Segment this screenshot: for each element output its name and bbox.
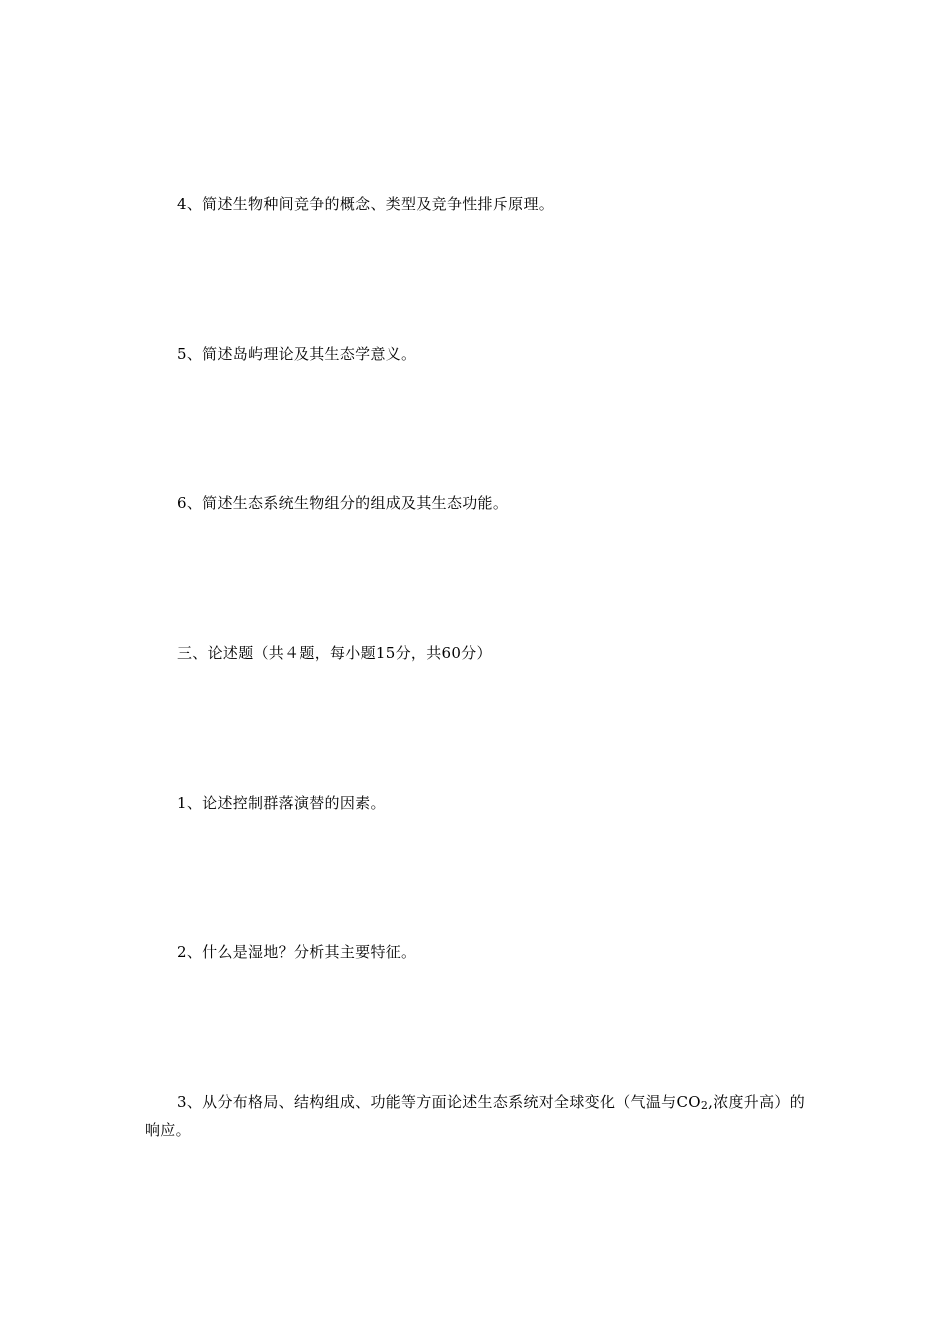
essay-question-3-text-b: ,浓度升高）的响应。 (145, 1093, 806, 1139)
essay-question-3 (145, 1090, 815, 1142)
essay-question-2: 2、什么是湿地？分析其主要特征。 (177, 943, 417, 961)
question-4: 4、简述生物种间竞争的概念、类型及竞争性排斥原理。 (177, 195, 555, 213)
question-6: 6、简述生态系统生物组分的组成及其生态功能。 (177, 494, 509, 512)
essay-question-1: 1、论述控制群落演替的因素。 (177, 794, 386, 812)
co2-subscript: 2 (700, 1099, 709, 1112)
section-heading: 三、论述题（共４题，每小题15分，共60分） (177, 644, 492, 662)
essay-question-3-text-a: 3、从分布格局、结构组成、功能等方面论述生态系统对全球变化（气温与CO (177, 1093, 701, 1111)
question-5: 5、简述岛屿理论及其生态学意义。 (177, 345, 417, 363)
